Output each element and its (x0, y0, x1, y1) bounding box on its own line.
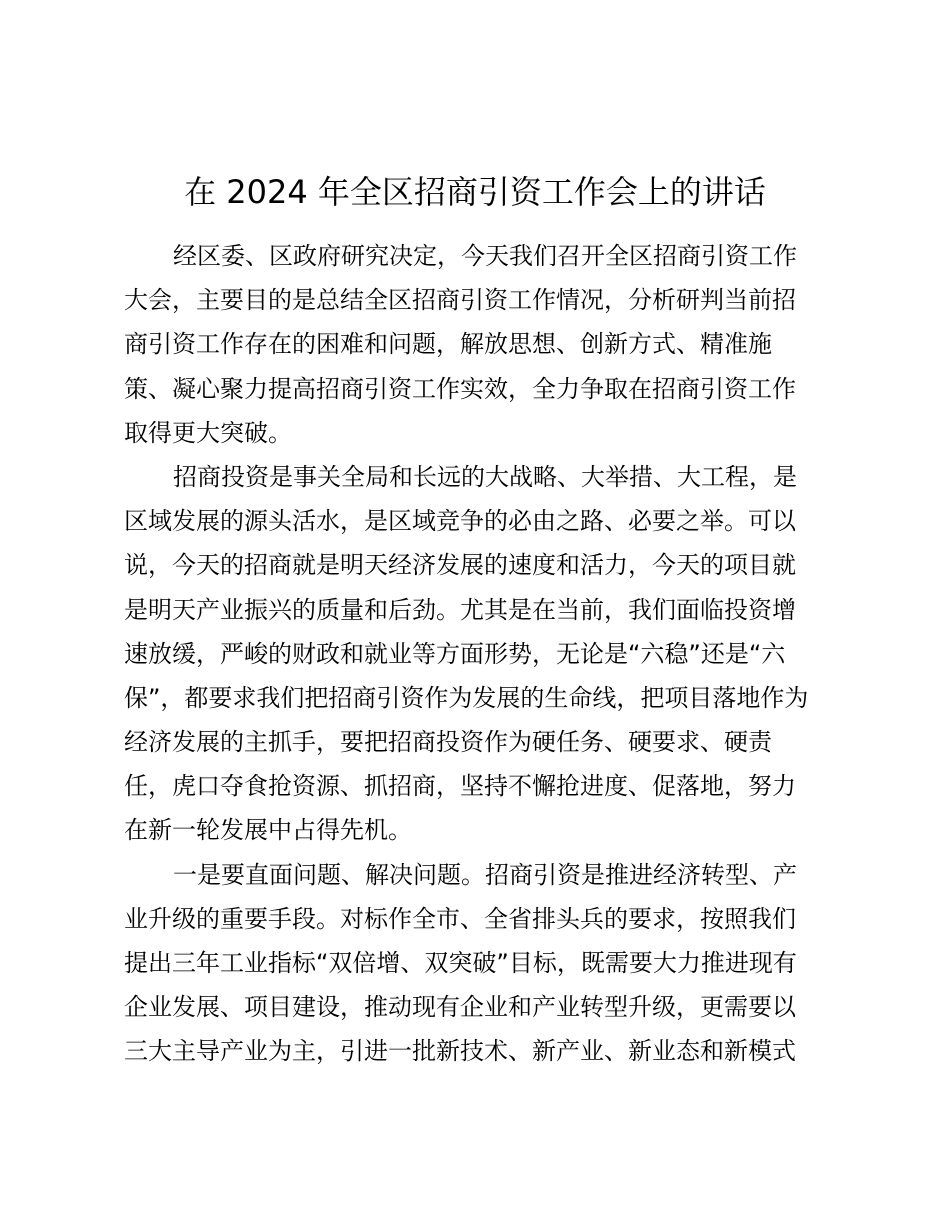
paragraph-3-line-1: 一是要直面问题、解决问题。招商引资是推进经济转型、产 (173, 860, 797, 889)
paragraph-3-line-2: 业升级的重要手段。对标作全市、全省排头兵的要求，按照我们 (124, 904, 796, 933)
paragraph-2-line-3: 说，今天的招商就是明天经济发展的速度和活力，今天的项目就 (124, 551, 796, 580)
paragraph-1-line-5: 取得更大突破。 (124, 418, 292, 447)
paragraph-1-line-3: 商引资工作存在的困难和问题，解放思想、创新方式、精准施 (124, 330, 772, 359)
paragraph-2-line-8: 任，虎口夺食抢资源、抓招商，坚持不懈抢进度、促落地，努力 (124, 772, 796, 801)
paragraph-2-line-1: 招商投资是事关全局和长远的大战略、大举措、大工程，是 (173, 462, 797, 491)
paragraph-2-line-7: 经济发展的主抓手，要把招商投资作为硬任务、硬要求、硬责 (124, 728, 772, 757)
document-body (124, 234, 834, 1074)
paragraph-3-line-4: 企业发展、项目建设，推动现有企业和产业转型升级，更需要以 (124, 993, 796, 1022)
paragraph-1-line-4: 策、凝心聚力提高招商引资工作实效，全力争取在招商引资工作 (124, 374, 796, 403)
paragraph-2-line-6: 保”，都要求我们把招商引资作为发展的生命线，把项目落地作为 (124, 683, 809, 712)
paragraph-3-line-5: 三大主导产业为主，引进一批新技术、新产业、新业态和新模式 (124, 1037, 796, 1066)
paragraph-1-line-2: 大会，主要目的是总结全区招商引资工作情况，分析研判当前招 (124, 286, 796, 315)
paragraph-2-line-2: 区域发展的源头活水，是区域竞争的必由之路、必要之举。可以 (124, 507, 796, 536)
paragraph-1-line-1: 经区委、区政府研究决定，今天我们召开全区招商引资工作 (173, 242, 797, 270)
paragraph-2-line-4: 是明天产业振兴的质量和后劲。尤其是在当前，我们面临投资增 (124, 595, 796, 624)
document-title: 在 2024 年全区招商引资工作会上的讲话 (184, 173, 766, 211)
paragraph-2-line-5: 速放缓，严峻的财政和就业等方面形势，无论是“六稳”还是“六 (124, 639, 786, 668)
paragraph-3-line-3: 提出三年工业指标“双倍增、双突破”目标，既需要大力推进现有 (124, 949, 797, 977)
paragraph-2-line-9: 在新一轮发展中占得先机。 (124, 816, 412, 845)
